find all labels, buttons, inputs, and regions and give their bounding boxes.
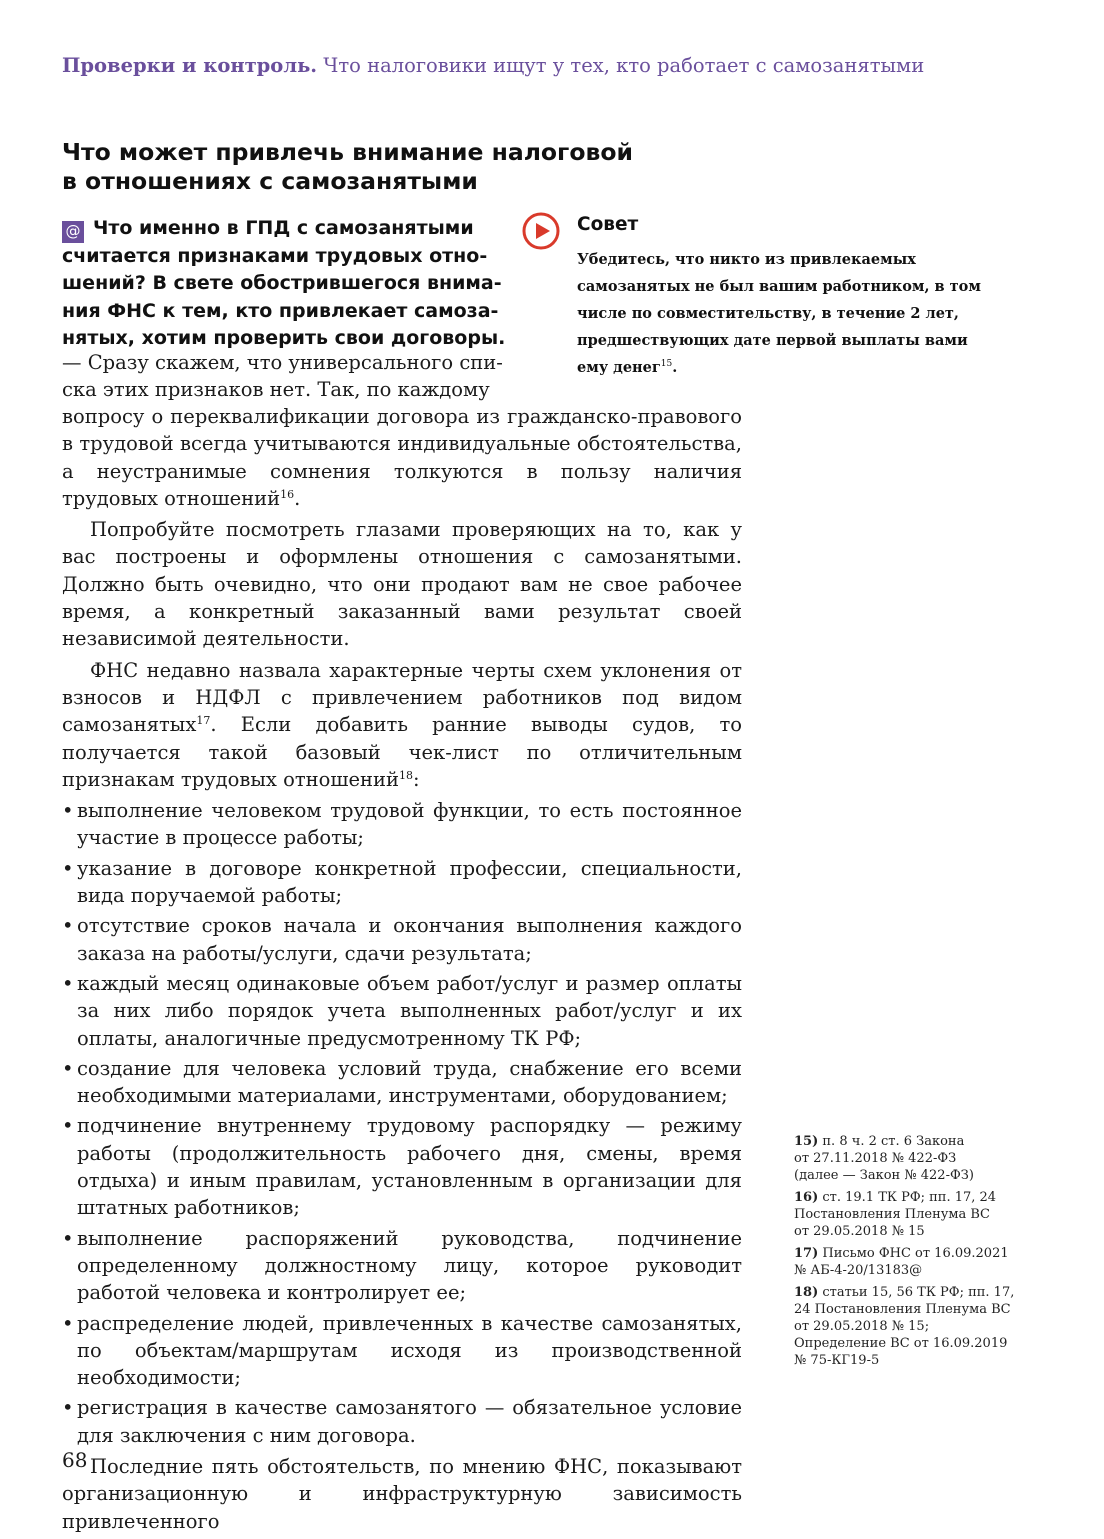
checklist — [62, 797, 742, 1449]
tip-line: предшествующих дате первой выплаты вами — [577, 332, 968, 349]
question-line: шений? В свете обострившегося внима- — [62, 272, 502, 295]
tip-title: Совет — [577, 214, 639, 235]
paragraph: Последние пять обстоятельств, по мнению ФНС, показывают организационную и инфраструктурную зависимость привлеченного — [62, 1454, 742, 1533]
footnote-ref: 17 — [196, 714, 211, 728]
list-item: • каждый месяц одинаковые объем работ/услуг и размер оплаты за них либо порядок учета выполненных работ/услуг и их оплаты, аналогичные предусмотренному ТК РФ; — [62, 970, 742, 1052]
footnote-ref: 15 — [660, 359, 673, 369]
list-item: • выполнение распоряжений руководства, подчинение определенному должностному лицу, которое руководит работой человека и контролирует ее; — [62, 1225, 742, 1307]
footnote-ref: 16 — [280, 487, 295, 501]
footnote: 16) ст. 19.1 ТК РФ; пп. 17, 24 Постановления Пленума ВС от 29.05.2018 № 15 — [794, 1190, 997, 1239]
article-title — [62, 138, 742, 196]
list-item: • подчинение внутреннему трудовому распорядку — режиму работы (продолжительность рабочего дня, смены, время отдыха) и иным правилам, установленным в организации для штатных работников; — [62, 1112, 742, 1221]
paragraph: вопросу о переквалификации договора из гражданско-правового в трудовой всегда учитываются индивидуальные обстоятельства, а неустранимые сомнения толкуются в пользу наличия трудовых отношений$^{16}$. — [62, 405, 742, 510]
footnotes — [794, 1133, 1024, 1374]
article-body — [62, 403, 742, 1539]
at-sign-icon: @ — [62, 221, 84, 243]
paragraph: Попробуйте посмотреть глазами проверяющих на то, как у вас построены и оформлены отношения с самозанятыми. Должно быть очевидно, что они продают вам не свое рабочее время, а конкретный заказанный вами результат своей независимой деятельности. — [62, 518, 742, 651]
question-line: считается признаками трудовых отно- — [62, 245, 488, 267]
running-header — [62, 52, 1062, 80]
answer-lead — [62, 349, 503, 404]
paragraph: ФНС недавно назвала характерные черты схем уклонения от взносов и НДФЛ с привлечением работников под видом самозанятых$^{17}$. Если добавить ранние выводы судов, то получается такой базовый чек-лист по отличительным признакам трудовых отношений$^{18}$: — [62, 658, 742, 791]
title-line: Что может привлечь внимание налоговой — [62, 138, 633, 166]
list-item: • регистрация в качестве самозанятого — обязательное условие для заключения с ним договора. — [62, 1394, 742, 1449]
page-number: 68 — [62, 1448, 88, 1472]
footnote-number: 16) — [794, 1190, 819, 1205]
header-subtitle: Что налоговики ищут у тех, кто работает с самозанятыми — [323, 54, 925, 77]
lead-line: — Сразу скажем, что универсального спи- — [62, 351, 503, 374]
footnote-number: 15) — [794, 1134, 819, 1149]
play-icon — [522, 212, 560, 250]
tip-line: самозанятых не был вашим работником, в том — [577, 278, 981, 295]
list-item: • распределение людей, привлеченных в качестве самозанятых, по объектам/маршрутам исходя из производственной необходимости; — [62, 1310, 742, 1392]
reader-question — [62, 215, 506, 352]
footnote-number: 18) — [794, 1285, 819, 1300]
question-line: нятых, хотим проверить свои договоры. — [62, 326, 506, 349]
header-section: Проверки и контроль. — [62, 54, 318, 77]
footnote-ref: 18 — [399, 768, 414, 782]
title-line: в отношениях с самозанятыми — [62, 167, 478, 195]
question-line: ния ФНС к тем, кто привлекает самоза- — [62, 299, 499, 322]
list-item: • создание для человека условий труда, снабжение его всеми необходимыми материалами, инструментами, оборудованием; — [62, 1055, 742, 1110]
tip-line: числе по совместительству, в течение 2 лет, — [577, 305, 959, 322]
list-item: • отсутствие сроков начала и окончания выполнения каждого заказа на работы/услуги, сдачи результата; — [62, 912, 742, 967]
question-line: @ Что именно в ГПД с самозанятыми — [62, 215, 484, 243]
lead-line: ска этих признаков нет. Так, по каждому — [62, 378, 490, 402]
tip-line: ему денег$^{15}$. — [577, 359, 678, 376]
tip-line: Убедитесь, что никто из привлекаемых — [577, 251, 916, 268]
footnote: 18) статьи 15, 56 ТК РФ; пп. 17, 24 Постановления Пленума ВС от 29.05.2018 № 15; Определение ВС от 16.09.2019 № 75-КГ19-5 — [794, 1285, 1015, 1368]
footnote: 17) Письмо ФНС от 16.09.2021 № АБ-4-20/13183@ — [794, 1246, 1009, 1278]
footnote-number: 17) — [794, 1246, 819, 1261]
list-item: • выполнение человеком трудовой функции, то есть постоянное участие в процессе работы; — [62, 797, 742, 852]
tip-text — [577, 246, 1007, 381]
footnote: 15) п. 8 ч. 2 ст. 6 Закона от 27.11.2018 № 422-ФЗ (далее — Закон № 422-ФЗ) — [794, 1134, 974, 1183]
list-item: • указание в договоре конкретной профессии, специальности, вида поручаемой работы; — [62, 855, 742, 910]
